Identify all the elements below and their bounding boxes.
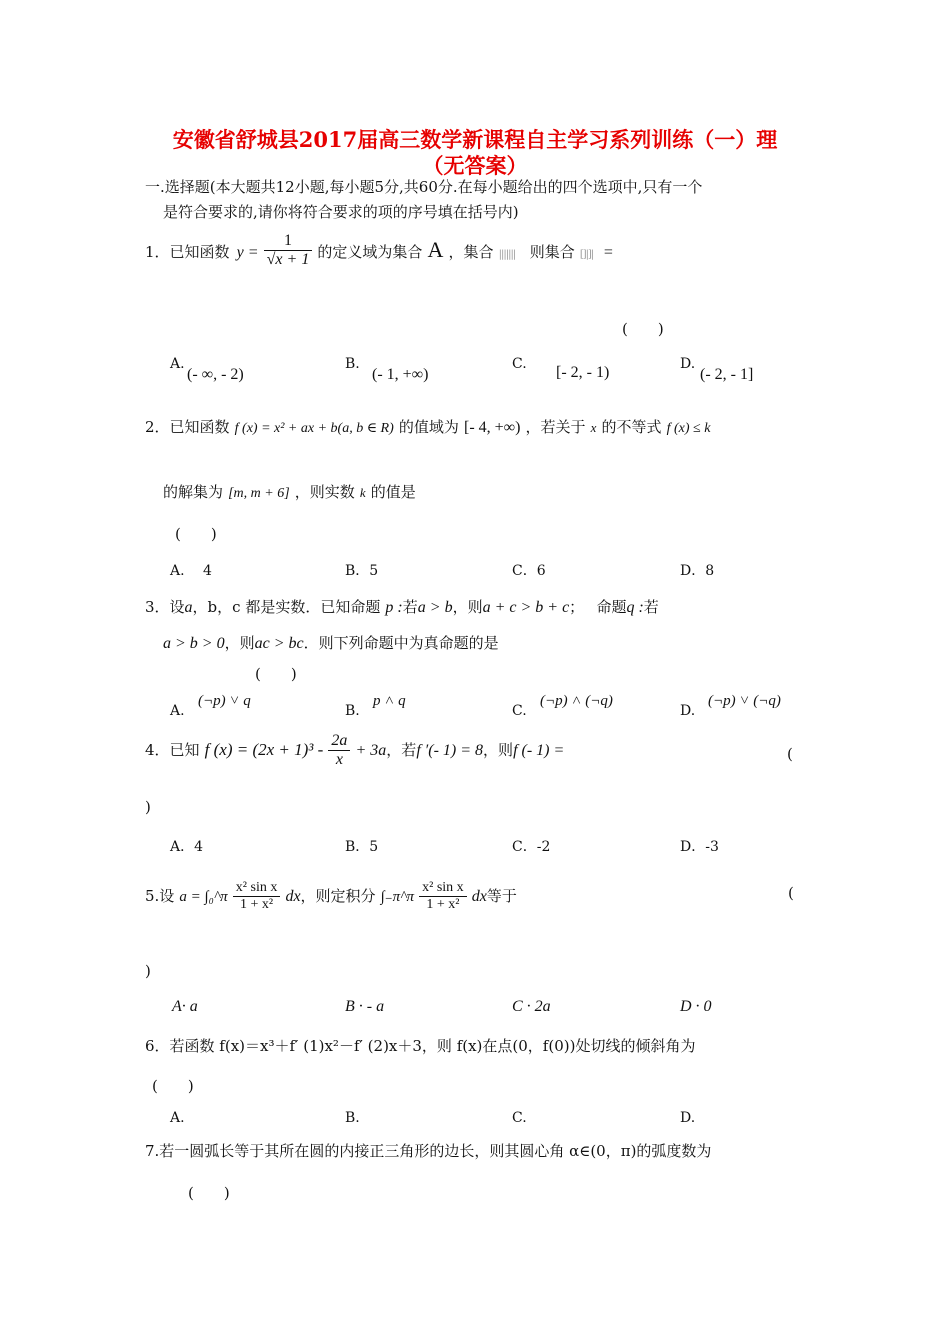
q2-function: f (x) = x² + ax + b(a, b ∈ R)	[234, 421, 394, 436]
q6-option-c: C.	[512, 1110, 527, 1126]
q6-option-a: A.	[170, 1110, 185, 1126]
q7-answer-paren: ( )	[188, 1184, 230, 1202]
q5-numerator-2: x² sin x	[419, 880, 467, 897]
q1-option-a-label: A.	[170, 356, 185, 372]
q2-range: [- 4, +∞)	[463, 419, 521, 436]
q1-denominator: √x + 1	[266, 251, 310, 268]
q5-denominator-2: 1 + x²	[426, 897, 460, 912]
q5-fraction-2	[419, 880, 467, 913]
q4-expr: f (x) = (2x + 1)³ -	[204, 740, 324, 759]
q4-option-c: C．-2	[512, 839, 551, 855]
q3-option-a-label: A.	[170, 703, 185, 719]
q3-q: q :	[626, 599, 644, 616]
q3-mid6: ，则	[224, 634, 255, 652]
q4-mid2: ，则	[483, 741, 514, 759]
q6-option-d: D.	[680, 1110, 696, 1126]
q3-mid5: 若	[643, 598, 659, 616]
q1-y: y =	[236, 244, 259, 261]
q5-lead: 5.设	[145, 887, 175, 905]
q5-mid: ，则定积分	[300, 887, 376, 905]
q5-option-d: D · 0	[680, 998, 712, 1015]
q3-p: p :	[385, 599, 403, 616]
q3-mid4: ； 命题	[569, 598, 627, 616]
q4-option-b: B．5	[345, 839, 379, 855]
q3-concl1: a + c > b + c	[482, 599, 570, 616]
q5-paren-close: )	[145, 962, 151, 980]
q3-mid: ，b，c 都是实数．已知命题	[192, 598, 381, 616]
q5-option-a: A· a	[172, 998, 198, 1015]
q4-paren-close: )	[145, 798, 151, 816]
q4-mid: ，若	[386, 741, 417, 759]
question-7: 7.若一圆弧长等于其所在圆的内接正三角形的边长，则其圆心角 α∈(0，π)的弧度数为	[145, 1142, 712, 1160]
q1-lead: 1．已知函数	[145, 243, 230, 261]
q5-option-c: C · 2a	[512, 998, 551, 1015]
q5-dx-1: dx	[285, 888, 301, 905]
question-1	[145, 232, 613, 288]
q3-answer-paren: ( )	[255, 665, 297, 683]
q2-mid3: 的不等式	[601, 418, 662, 436]
q2-option-d: D．8	[680, 563, 715, 579]
q5-dx-2: dx	[471, 888, 487, 905]
q2-mid: 的值域为	[398, 418, 459, 436]
q4-expr2: + 3a	[355, 742, 387, 759]
q2-line2a: 的解集为	[163, 483, 224, 501]
q2-answer-paren: ( )	[175, 525, 217, 543]
q3-option-d: (¬p) ˅ (¬q)	[708, 693, 781, 709]
q4-lead: 4．已知	[145, 741, 200, 759]
question-5	[145, 880, 517, 932]
q3-lead: 3．设	[145, 598, 185, 616]
q1-option-a: (- ∞, - 2)	[187, 366, 244, 383]
q2-line2b: ，则实数	[294, 483, 355, 501]
q1-option-d: (- 2, - 1]	[700, 366, 754, 383]
question-6: 6．若函数 f(x)＝x³＋f′ (1)x²－f′ (2)x＋3，则 f(x)在点(0，f(0))处切线的倾斜角为	[145, 1037, 696, 1055]
q2-lead: 2．已知函数	[145, 418, 230, 436]
q6-answer-paren: ( )	[152, 1077, 194, 1095]
q3-concl2: ac > bc	[254, 635, 304, 652]
q1-numerator: 1	[264, 232, 313, 251]
q1-eq: =	[603, 244, 613, 261]
q1-answer-paren: ( )	[622, 320, 664, 338]
q3-option-c-label: C.	[512, 703, 527, 719]
q3-option-d-label: D.	[680, 703, 696, 719]
q1-mid3: 则集合	[529, 243, 575, 261]
page-subtitle: （无答案）	[422, 153, 528, 178]
question-3-line2	[163, 632, 499, 653]
q3-mid7: ．则下列命题中为真命题的是	[303, 634, 499, 652]
section-header-line1: 一.选择题(本大题共12小题,每小题5分,共60分.在每小题给出的四个选项中,只有一个	[145, 178, 703, 196]
q1-fraction	[264, 232, 313, 269]
q2-inequality: f (x) ≤ k	[666, 421, 711, 436]
q3-cond2: a > b > 0	[163, 635, 225, 652]
q1-option-c-label: C.	[512, 356, 527, 372]
q3-option-c: (¬p) ˄ (¬q)	[540, 693, 613, 709]
q3-cond1: a > b	[417, 599, 453, 616]
section-header-line2: 是符合要求的,请你将符合要求的项的序号填在括号内)	[163, 203, 519, 221]
q2-option-a: A. 4	[170, 563, 212, 579]
set-expression-garbled-image: []|]|	[579, 249, 594, 260]
question-2	[145, 416, 710, 437]
q5-option-b: B · - a	[345, 998, 385, 1015]
q5-mid2: 等于	[486, 887, 517, 905]
page-title: 安徽省舒城县2017届高三数学新课程自主学习系列训练（一）理	[172, 127, 778, 152]
q4-fraction	[328, 732, 350, 769]
q2-line2c: 的值是	[370, 483, 416, 501]
q3-mid2: 若	[402, 598, 418, 616]
q4-paren-open: (	[787, 745, 793, 763]
q5-numerator-1: x² sin x	[233, 880, 281, 897]
question-3	[145, 596, 659, 617]
q4-denominator: x	[335, 751, 343, 768]
set-b-garbled-image: |||||||	[498, 249, 516, 260]
q3-option-a: (¬p) ˅ q	[198, 693, 251, 709]
q2-var: x	[590, 420, 597, 435]
q5-fraction-1	[233, 880, 281, 913]
q5-a-eq: a = ∫₀^π	[179, 889, 228, 905]
question-4	[145, 732, 564, 780]
q4-numerator: 2a	[328, 732, 350, 751]
q5-paren-open: (	[788, 884, 794, 902]
q2-option-b: B．5	[345, 563, 379, 579]
question-2-line2	[163, 481, 416, 502]
q5-integral: ∫₋π^π	[380, 889, 415, 905]
q1-mid: 的定义域为集合	[317, 243, 423, 261]
q3-mid3: ，则	[452, 598, 483, 616]
q1-set-a: A	[427, 237, 444, 262]
q1-option-b: (- 1, +∞)	[372, 366, 429, 383]
q1-option-c: [- 2, - 1)	[556, 364, 610, 381]
q2-k: k	[359, 485, 366, 500]
q1-mid2: ，集合	[448, 243, 494, 261]
q4-cond: f ′(- 1) = 8	[416, 742, 484, 759]
q2-interval: [m, m + 6]	[228, 486, 290, 501]
q2-mid2: ，若关于	[525, 418, 586, 436]
q3-option-b-label: B.	[345, 703, 360, 719]
q3-a: a	[184, 599, 193, 616]
q3-option-b: p ˄ q	[373, 693, 406, 709]
q6-option-b: B.	[345, 1110, 360, 1126]
q5-denominator-1: 1 + x²	[240, 897, 274, 912]
q2-option-c: C．6	[512, 563, 546, 579]
q4-ask: f (- 1) =	[513, 742, 565, 759]
q1-option-b-label: B.	[345, 356, 360, 372]
q4-option-a: A．4	[170, 839, 204, 855]
q1-option-d-label: D.	[680, 356, 696, 372]
q4-option-d: D．-3	[680, 839, 719, 855]
